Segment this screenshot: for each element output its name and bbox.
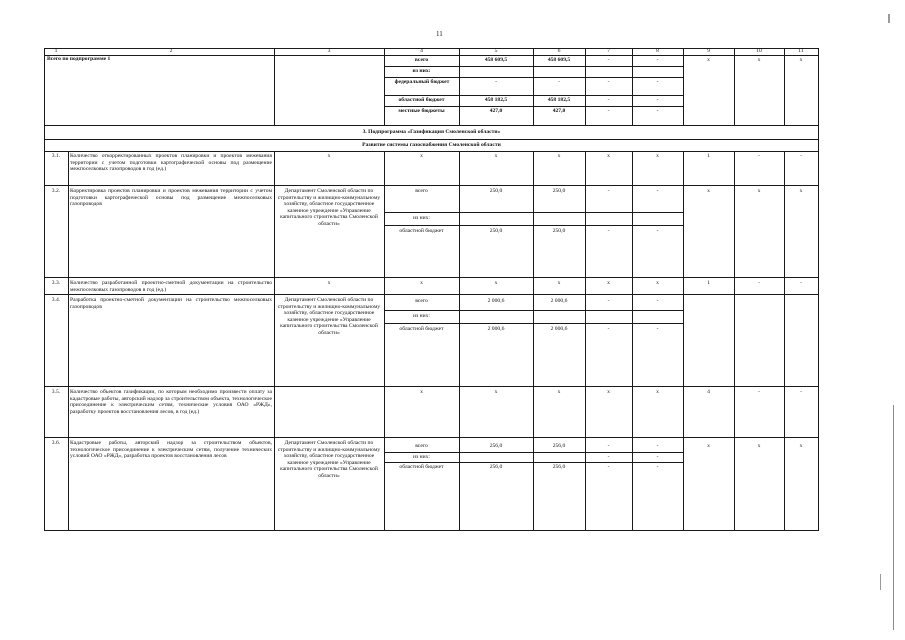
total-value: х (707, 57, 710, 63)
col-header: 6 (557, 48, 561, 54)
cell: 2 000,6 (487, 326, 505, 332)
cell-label: из них: (413, 313, 430, 319)
cell: 1 (707, 280, 710, 286)
cell: х (799, 443, 803, 449)
row-description: Количество объектов газификации, по которым необходимо произвести оплату за кадастровые работы, авторский надзор за строительством объекта, технологическое присоединение к электрическим сетям, технические условия ОАО «РЖД», разработку проектов восстановления лесов, в год (ед.) (70, 389, 272, 415)
row-number: 3.2. (51, 188, 61, 194)
row-description: Количество откорректированных проектов планировки и проектов межевания территории с учетом подготовки картографической основы под размещение межпоселковых газопроводов в год (ед.) (70, 153, 272, 173)
total-value: - (607, 57, 610, 63)
cell: х (607, 389, 610, 395)
cell: х (420, 389, 423, 395)
cell: - (607, 326, 610, 332)
col-header: 2 (169, 48, 173, 54)
total-label: федеральный бюджет (394, 79, 450, 85)
cell-label: из них: (413, 454, 430, 460)
row-number: 3.3. (51, 280, 61, 286)
cell-label: всего (415, 443, 428, 449)
cell: х (494, 389, 498, 395)
total-value: - (607, 79, 610, 85)
total-label: всего (414, 57, 429, 63)
row-description: Кадастровые работы, авторский надзор за строительством объектов, технологическое присоединение к электрическим сетям, получение технических условий ОАО «РЖД», разработка проектов восстановления лесов (70, 440, 272, 460)
total-value: - (656, 57, 659, 63)
cell: х (420, 153, 423, 159)
col-header: 7 (607, 48, 610, 54)
cell: х (607, 280, 610, 286)
row-number: 3.4. (51, 297, 61, 303)
cell: - (800, 280, 802, 286)
cell: х (656, 153, 659, 159)
total-label: областной бюджет (398, 97, 445, 103)
section-title: Развитие системы газоснабжения Смоленской области (362, 142, 501, 148)
total-label: из них: (412, 68, 431, 74)
cell: - (656, 443, 659, 449)
row-number: 3.5. (51, 389, 61, 395)
responsible-org: Департамент Смоленской области по строительству и жилищно-коммунальному хозяйству, областное государственное казенное учреждение «Управление капитального строительства Смоленской области» (277, 188, 381, 227)
cell: 256,0 (489, 443, 503, 449)
cell: 250,0 (552, 228, 566, 234)
cell-label: областной бюджет (399, 464, 444, 470)
cell: - (758, 389, 760, 395)
cell: - (656, 228, 659, 234)
cell: х (607, 153, 610, 159)
total-value: - (656, 79, 659, 85)
total-title: Всего по подпрограмме 1 (47, 56, 111, 62)
cell: х (557, 389, 561, 395)
cell: - (607, 188, 610, 194)
cell: - (656, 464, 659, 470)
total-label: местные бюджеты (398, 108, 445, 114)
cell: х (557, 153, 561, 159)
cell: х (707, 188, 710, 194)
total-value: х (799, 57, 803, 63)
col-header: 11 (798, 48, 804, 54)
total-value: 458 182,5 (547, 97, 571, 103)
total-value: х (757, 57, 761, 63)
total-value: - (607, 108, 610, 114)
total-value: 458 182,5 (484, 97, 508, 103)
cell: - (607, 298, 610, 304)
row-description: Количество разработанной проектно-сметной документации на строительство межпоселковых газопроводов в год (ед.) (70, 280, 272, 293)
cell: - (607, 464, 610, 470)
row-description: Корректировка проектов планировки и проектов межевания территории с учетом подготовки картографической основы под размещение межпоселковых газопроводов (70, 188, 272, 208)
col-header: 1 (54, 48, 58, 54)
responsible-org: Департамент Смоленской области по строительству и жилищно-коммунальному хозяйству, областное государственное казенное учреждение «Управление капитального строительства Смоленской области» (277, 440, 381, 479)
cell: 4 (707, 389, 710, 395)
total-value: 458 609,5 (547, 57, 571, 63)
cell-label: всего (415, 188, 428, 194)
cell: х (656, 389, 659, 395)
cell: х (327, 153, 331, 159)
cell: 250,0 (489, 228, 503, 234)
cell: 2 000,6 (550, 326, 568, 332)
total-value: 427,0 (552, 108, 566, 114)
col-header: 8 (656, 48, 659, 54)
cell: 256,0 (552, 443, 566, 449)
col-header: 5 (494, 48, 498, 54)
cell: - (656, 298, 659, 304)
cell-label: областной бюджет (399, 326, 444, 332)
cell: х (656, 280, 659, 286)
cell: 2 000,6 (487, 298, 505, 304)
cell: 256,0 (552, 464, 566, 470)
row-number: 3.1. (51, 153, 61, 159)
cell: х (557, 280, 561, 286)
cell: - (800, 153, 802, 159)
cell: - (656, 326, 659, 332)
cell-label: всего (415, 298, 428, 304)
cell: 2 000,6 (550, 298, 568, 304)
total-value: 458 609,5 (484, 57, 508, 63)
cell: 250,0 (489, 188, 503, 194)
total-value: - (607, 97, 610, 103)
cell: - (607, 454, 610, 460)
cell: - (800, 389, 802, 395)
col-header: 9 (707, 48, 710, 54)
total-value: - (558, 79, 560, 85)
cell: х (494, 153, 498, 159)
row-description: Разработка проектно-сметной документации на строительство межпоселковых газопроводов (70, 297, 272, 310)
cell: - (656, 188, 659, 194)
col-header: 3 (327, 48, 331, 54)
total-value: - (656, 108, 659, 114)
cell-label: из них: (413, 215, 430, 221)
cell: - (656, 454, 659, 460)
total-value: - (656, 97, 659, 103)
col-header: 4 (420, 48, 423, 54)
cell: - (607, 228, 610, 234)
subprogram-title: 3. Подпрограмма «Газификация Смоленской области» (362, 129, 501, 135)
cell-label: областной бюджет (399, 228, 444, 234)
cell: 256,0 (489, 464, 503, 470)
cell: 250,0 (552, 188, 566, 194)
responsible-org: Департамент Смоленской области по строительству и жилищно-коммунальному хозяйству, областное государственное казенное учреждение «Управление капитального строительства Смоленской области» (277, 297, 381, 336)
cell: 1 (707, 153, 710, 159)
row-number: 3.6. (51, 440, 61, 446)
cell: х (757, 443, 761, 449)
cell: х (757, 188, 761, 194)
cell: х (327, 280, 331, 286)
cell: х (707, 443, 710, 449)
cell: - (607, 443, 610, 449)
cell: х (494, 280, 498, 286)
total-value: 427,0 (489, 108, 503, 114)
cell: х (420, 280, 423, 286)
col-header: 10 (756, 48, 762, 54)
cell: х (799, 188, 803, 194)
cell: - (758, 280, 760, 286)
total-value: - (495, 79, 497, 85)
page-number: 11 (436, 30, 443, 38)
cell: - (758, 153, 760, 159)
